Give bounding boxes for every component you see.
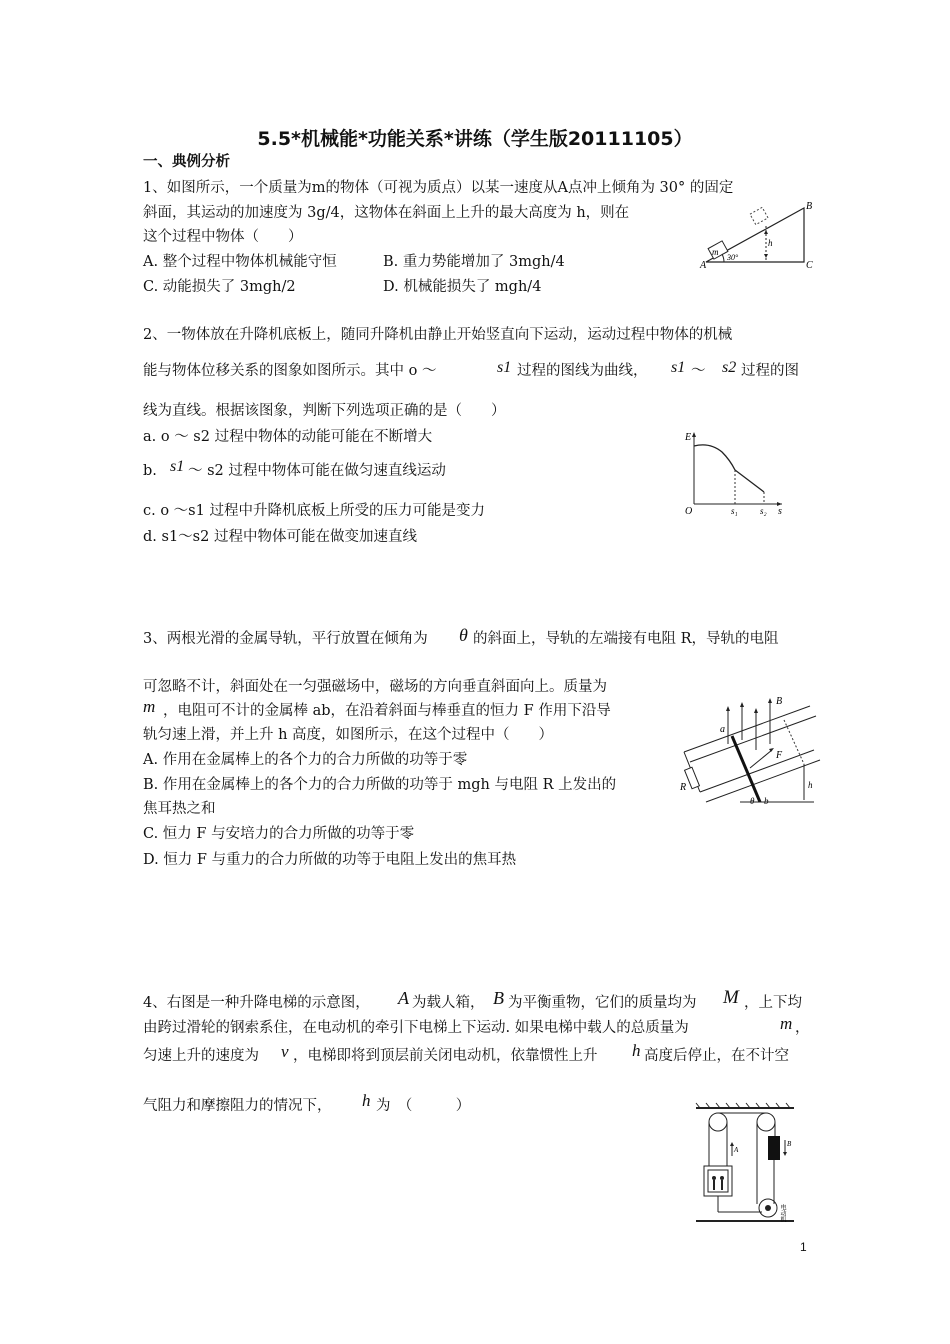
- q2-line3: 线为直线。根据该图象，判断下列选项正确的是（ ）: [143, 403, 506, 419]
- q1-fig-label-c: C: [806, 260, 813, 271]
- q4-h2-symbol: h: [362, 1091, 371, 1110]
- q2-option-b-s1: s1: [170, 458, 185, 475]
- q4-b-symbol: B: [493, 988, 504, 1008]
- q3-fig-label-r: R: [680, 782, 687, 793]
- q4-v-symbol: v: [281, 1042, 289, 1061]
- q4-line3-part1: 匀速上升的速度为: [143, 1048, 259, 1064]
- q3-rail-figure: [680, 692, 820, 812]
- q2-fig-label-e: E: [685, 432, 692, 443]
- q4-fig-label-a: A: [734, 1146, 739, 1154]
- q1-fig-label-a: A: [700, 260, 707, 271]
- q4-mass-m-symbol: M: [723, 987, 739, 1008]
- q1-fig-label-h: h: [768, 238, 773, 248]
- q4-line4-part2: 为 （ ）: [376, 1098, 471, 1114]
- q4-line1-part1: 4、右图是一种升降电梯的示意图，: [143, 995, 370, 1011]
- q3-option-d: D. 恒力 F 与重力的合力所做的功等于电阻上发出的焦耳热: [143, 852, 517, 868]
- q4-line1-part2: 为载人箱，: [412, 995, 485, 1011]
- q2-option-d: d. s1～s2 过程中物体可能在做变加速直线: [143, 529, 417, 545]
- q3-line2: 可忽略不计，斜面处在一匀强磁场中，磁场的方向垂直斜面向上。质量为: [143, 679, 607, 695]
- q1-line2: 斜面，其运动的加速度为 3g/4，这物体在斜面上上升的最大高度为 h，则在: [143, 205, 630, 221]
- q1-fig-label-m: m: [712, 247, 719, 257]
- q3-fig-label-f: F: [776, 750, 783, 761]
- q2-line2-part1: 能与物体位移关系的图象如图所示。其中 o ～: [143, 363, 437, 379]
- q3-line4: 轨匀速上滑，并上升 h 高度，如图所示，在这个过程中（ ）: [143, 727, 554, 743]
- q4-elevator-figure: [690, 1100, 800, 1224]
- q1-option-a: A. 整个过程中物体机械能守恒: [143, 254, 337, 270]
- q2-line2-part3: 过程的图: [741, 363, 799, 379]
- q4-fig-label-b: B: [787, 1140, 792, 1148]
- q2-fig-label-s: s: [778, 506, 782, 517]
- q4-line2-part2: ，: [795, 1020, 810, 1036]
- q3-option-b-line1: B. 作用在金属棒上的各个力的合力所做的功等于 mgh 与电阻 R 上发出的: [143, 777, 617, 793]
- q3-fig-label-a: a: [720, 724, 725, 735]
- q3-fig-label-b-end: b: [764, 796, 769, 806]
- q4-line4-part1: 气阻力和摩擦阻力的情况下，: [143, 1098, 332, 1114]
- q3-fig-label-theta: θ: [750, 796, 755, 806]
- q1-fig-label-angle: 30°: [727, 253, 739, 262]
- q3-line3: ，电阻可不计的金属棒 ab，在沿着斜面与棒垂直的恒力 F 作用下沿导: [163, 703, 611, 719]
- q1-line3: 这个过程中物体（ ）: [143, 229, 303, 245]
- q2-line1: 2、一物体放在升降机底板上，随同升降机由静止开始竖直向下运动，运动过程中物体的机械: [143, 327, 733, 343]
- q3-line1-part2: 的斜面上，导轨的左端接有电阻 R，导轨的电阻: [473, 631, 779, 647]
- q4-line3-part2: ，电梯即将到顶层前关闭电动机，依靠惯性上升: [293, 1048, 598, 1064]
- q3-fig-label-h: h: [808, 780, 813, 790]
- q2-option-b-prefix: b.: [143, 463, 157, 479]
- q1-option-c: C. 动能损失了 3mgh/2: [143, 279, 296, 295]
- q1-fig-label-b: B: [806, 201, 813, 212]
- q4-fig-label-motor: 电动机: [779, 1204, 785, 1222]
- q3-line1-part1: 3、两根光滑的金属导轨，平行放置在倾角为: [143, 631, 428, 647]
- q1-option-b: B. 重力势能增加了 3mgh/4: [383, 254, 565, 270]
- q4-line3-part3: 高度后停止，在不计空: [644, 1048, 789, 1064]
- q4-m-symbol: m: [780, 1014, 793, 1033]
- q2-fig-label-o: O: [685, 506, 693, 517]
- q2-option-b: ～ s2 过程中物体可能在做匀速直线运动: [188, 463, 446, 479]
- q2-s1b-symbol: s1: [671, 359, 686, 376]
- q1-option-d: D. 机械能损失了 mgh/4: [383, 279, 542, 295]
- q2-line2-part2: 过程的图线为曲线，: [517, 363, 648, 379]
- section-heading: 一、典例分析: [143, 153, 230, 170]
- page-title: 5.5*机械能*功能关系*讲练（学生版20111105）: [257, 128, 693, 150]
- q2-energy-graph: [682, 428, 792, 518]
- q1-line1: 1、如图所示，一个质量为m的物体（可视为质点）以某一速度从A点冲上倾角为 30° 的固定: [143, 180, 734, 196]
- page-number: 1: [800, 1240, 807, 1254]
- q4-a-symbol: A: [398, 988, 409, 1008]
- q2-fig-label-s2: s₂: [760, 506, 767, 516]
- q3-option-b-line2: 焦耳热之和: [143, 801, 216, 817]
- q2-option-a: a. o ～ s2 过程中物体的动能可能在不断增大: [143, 429, 433, 445]
- q4-line2-part1: 由跨过滑轮的钢索系住，在电动机的牵引下电梯上下运动. 如果电梯中载人的总质量为: [143, 1020, 689, 1036]
- q4-line1-part4: ，上下均: [744, 995, 802, 1011]
- q3-option-a: A. 作用在金属棒上的各个力的合力所做的功等于零: [143, 752, 468, 768]
- q2-s2-symbol: s2: [722, 359, 737, 376]
- q3-m-symbol: m: [143, 697, 156, 716]
- q3-option-c: C. 恒力 F 与安培力的合力所做的功等于零: [143, 826, 415, 842]
- q4-h-symbol: h: [632, 1041, 641, 1060]
- q2-tilde: ～: [691, 363, 706, 379]
- q1-incline-figure: [700, 200, 820, 270]
- q4-line1-part3: 为平衡重物，它们的质量均为: [508, 995, 697, 1011]
- q2-fig-label-s1: s₁: [731, 506, 738, 516]
- q3-fig-label-b-field: B: [776, 696, 783, 707]
- q3-theta-symbol: θ: [459, 625, 468, 645]
- q2-s1-symbol: s1: [497, 359, 512, 376]
- q2-option-c: c. o ～s1 过程中升降机底板上所受的压力可能是变力: [143, 503, 485, 519]
